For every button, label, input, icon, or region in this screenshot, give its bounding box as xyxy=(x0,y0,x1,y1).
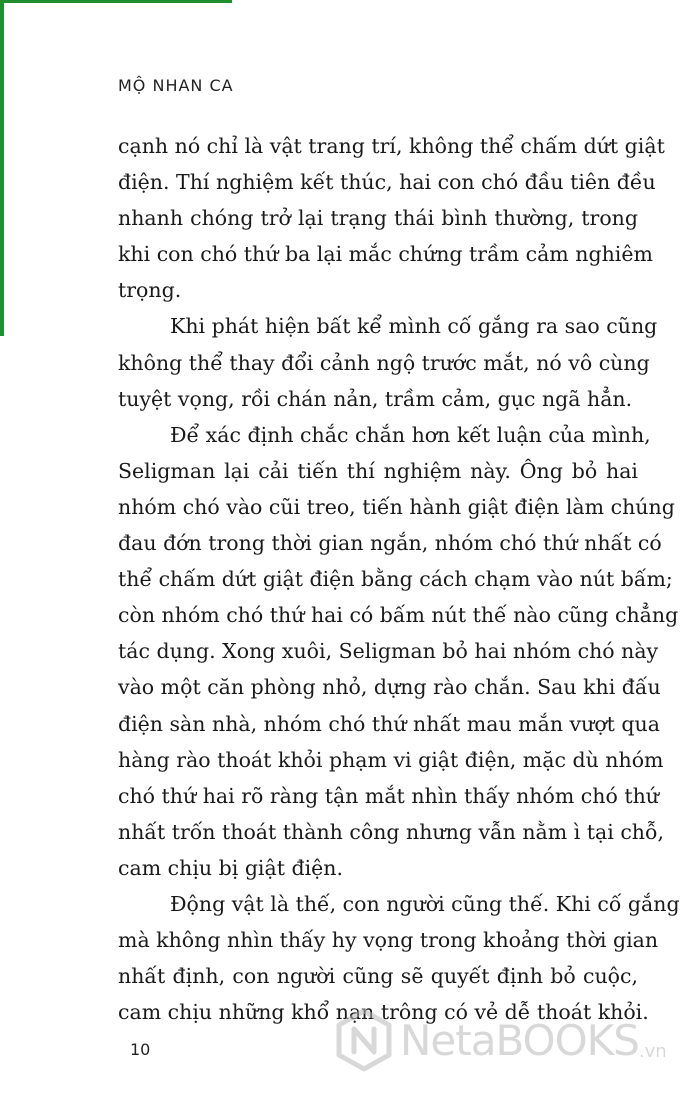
text-line: tác dụng. Xong xuôi, Seligman bỏ hai nhóm chó này xyxy=(118,639,659,664)
text-line: trọng. xyxy=(118,278,182,303)
text-line: vào một căn phòng nhỏ, dựng rào chắn. Sau khi đấu xyxy=(118,675,661,700)
netabooks-logo-icon xyxy=(336,1008,392,1072)
watermark-brand: NetaBOOKS xyxy=(400,1015,639,1065)
text-line: điện. Thí nghiệm kết thúc, hai con chó đầu tiên đều xyxy=(118,170,656,195)
text-line: Khi phát hiện bất kể mình cố gắng ra sao cũng xyxy=(170,314,658,339)
text-line: mà không nhìn thấy hy vọng trong khoảng thời gian xyxy=(118,928,659,953)
text-line: Để xác định chắc chắn hơn kết luận của mình, xyxy=(170,422,651,447)
text-line: cạnh nó chỉ là vật trang trí, không thể chấm dứt giật xyxy=(118,134,665,158)
text-line: thể chấm dứt giật điện bằng cách chạm vào nút bấm; xyxy=(118,567,673,592)
text-line: không thể thay đổi cảnh ngộ trước mắt, nó vô cùng xyxy=(118,350,650,375)
page-body xyxy=(118,128,680,1030)
text-line: khi con chó thứ ba lại mắc chứng trầm cảm nghiêm xyxy=(118,242,653,267)
text-line: cam chịu bị giật điện. xyxy=(118,855,343,880)
text-line: Seligman lại cải tiến thí nghiệm này. Ông bỏ hai xyxy=(118,458,638,483)
text-line: đau đớn trong thời gian ngắn, nhóm chó thứ nhất có xyxy=(118,531,662,556)
text-line: nhanh chóng trở lại trạng thái bình thường, trong xyxy=(118,206,638,231)
text-line: điện sàn nhà, nhóm chó thứ nhất mau mắn vượt qua xyxy=(118,711,660,736)
green-edge-left xyxy=(0,0,4,336)
text-line: chó thứ hai rõ ràng tận mắt nhìn thấy nhóm chó thứ xyxy=(118,783,659,808)
page-number: 10 xyxy=(130,1040,151,1059)
text-line: hàng rào thoát khỏi phạm vi giật điện, mặc dù nhóm xyxy=(118,747,664,772)
text-line: còn nhóm chó thứ hai có bấm nút thế nào cũng chẳng xyxy=(118,603,679,628)
text-line: nhất trốn thoát thành công nhưng vẫn nằm ì tại chỗ, xyxy=(118,819,665,844)
running-title: MỘ NHAN CA xyxy=(118,76,234,95)
green-edge-top xyxy=(0,0,232,3)
text-line: tuyệt vọng, rồi chán nản, trầm cảm, gục ngã hẳn. xyxy=(118,386,633,411)
netabooks-watermark xyxy=(336,1000,698,1080)
text-line: cam chịu những khổ nạn trông có vẻ dễ thoát khỏi. xyxy=(118,1000,649,1025)
text-line: Động vật là thế, con người cũng thế. Khi cố gắng xyxy=(170,891,680,916)
text-line: nhóm chó vào cũi treo, tiến hành giật điện làm chúng xyxy=(118,494,675,519)
watermark-suffix: .vn xyxy=(638,1041,667,1062)
text-line: nhất định, con người cũng sẽ quyết định bỏ cuộc, xyxy=(118,964,638,989)
